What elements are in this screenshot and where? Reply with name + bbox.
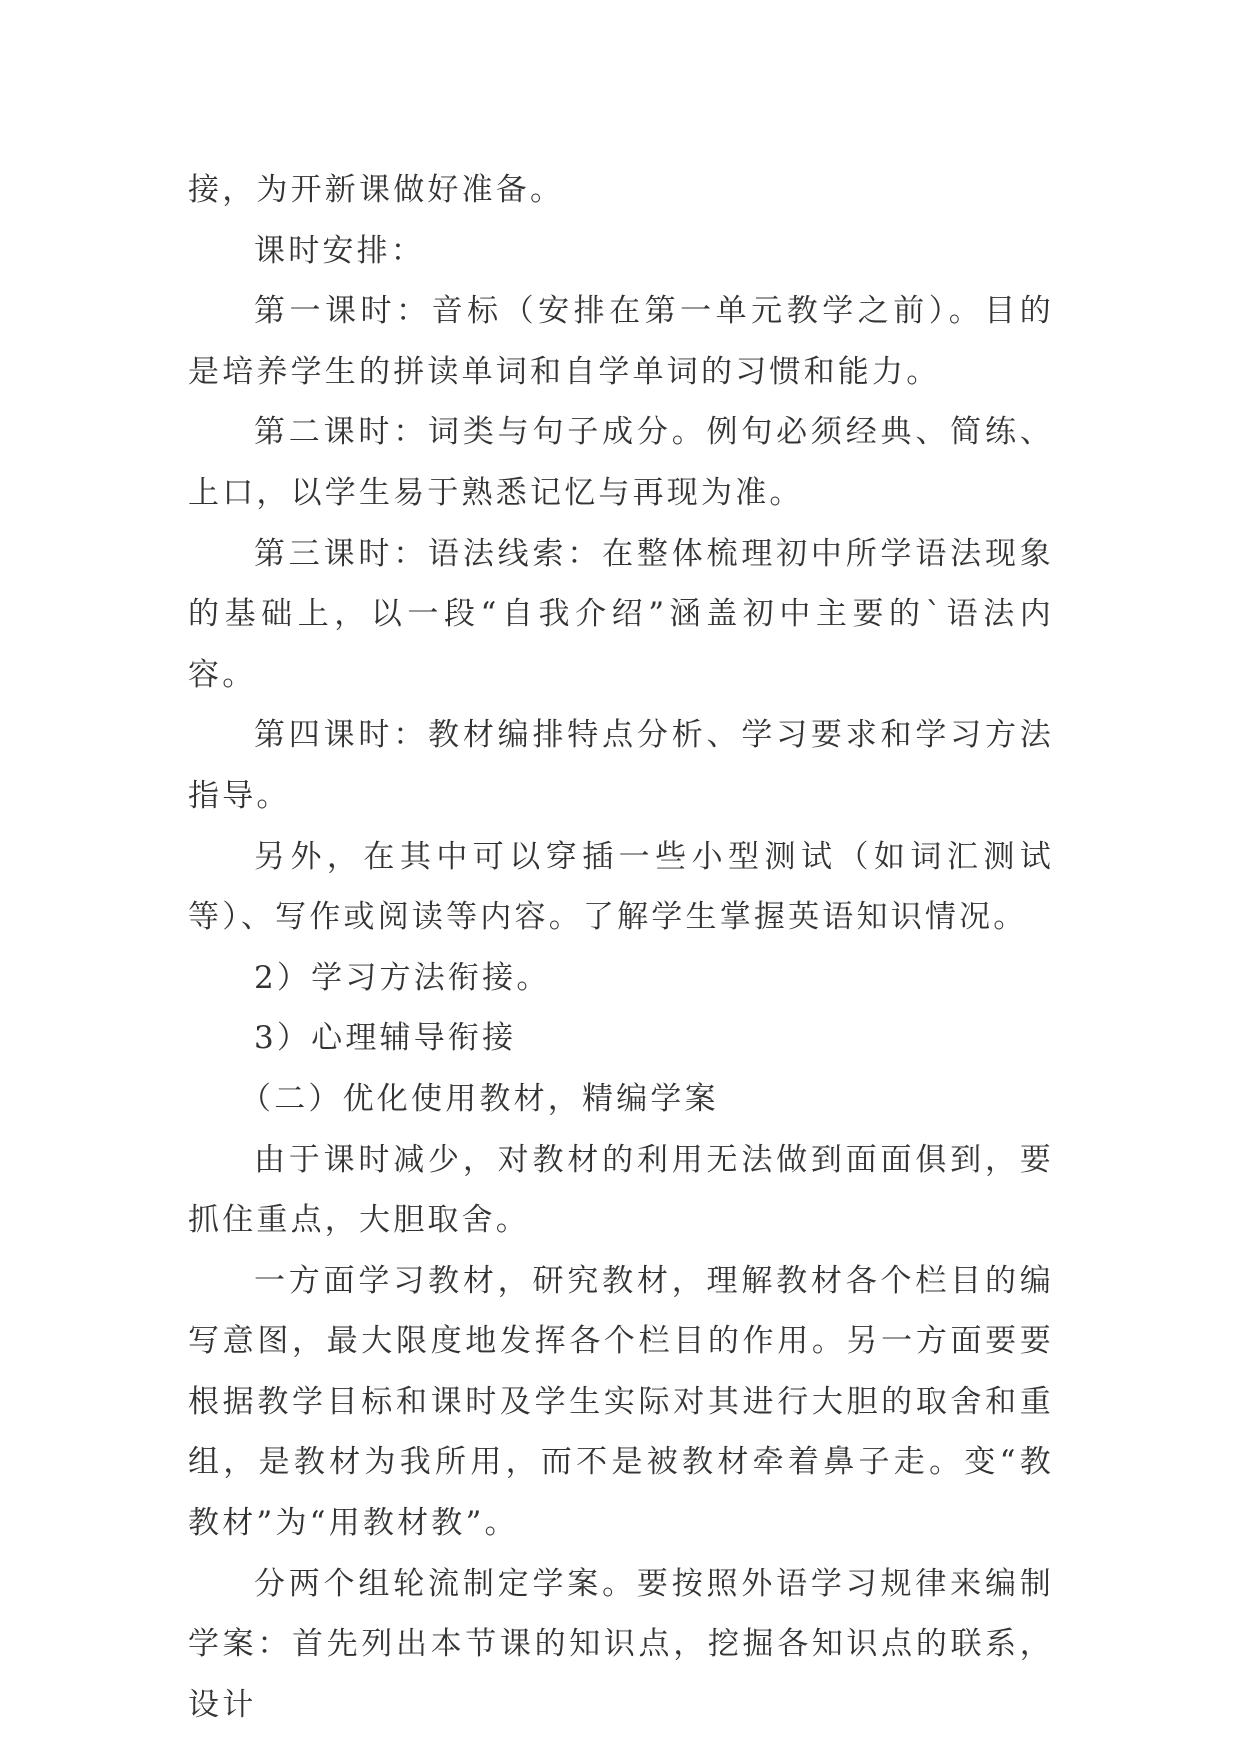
paragraph-item-2: 2）学习方法衔接。 bbox=[254, 959, 551, 996]
paragraph-reduce-hours: 由于课时减少，对教材的利用无法做到面面俱到，要抓住重点，大胆取舍。 bbox=[188, 1141, 1054, 1239]
section-heading-2: （二）优化使用教材，精编学案 bbox=[240, 1080, 719, 1117]
paragraph-learning-plan: 分两个组轮流制定学案。要按照外语学习规律来编制学案：首先列出本节课的知识点，挖掘各知识点的联系，设计 bbox=[188, 1565, 1054, 1723]
paragraph-study-materials: 一方面学习教材，研究教材，理解教材各个栏目的编写意图，最大限度地发挥各个栏目的作用。另一方面要要根据教学目标和课时及学生实际对其进行大胆的取舍和重组，是教材为我所用，而不是被教材牵着鼻子走。变“教教材”为“用教材教”。 bbox=[188, 1262, 1054, 1542]
body-text bbox=[188, 160, 1054, 1735]
paragraph-lesson-2: 第二课时：词类与句子成分。例句必须经典、简练、上口，以学生易于熟悉记忆与再现为准。 bbox=[188, 414, 1054, 511]
paragraph-lesson-3: 第三课时：语法线索：在整体梳理初中所学语法现象的基础上，以一段“自我介绍”涵盖初中主要的`语法内容。 bbox=[188, 535, 1054, 693]
paragraph-additional: 另外，在其中可以穿插一些小型测试（如词汇测试等）、写作或阅读等内容。了解学生掌握英语知识情况。 bbox=[188, 838, 1054, 936]
paragraph-item-3: 3）心理辅导衔接 bbox=[254, 1020, 517, 1057]
paragraph-schedule-heading: 课时安排： bbox=[254, 232, 425, 269]
paragraph-lesson-4: 第四课时：教材编排特点分析、学习要求和学习方法指导。 bbox=[188, 717, 1054, 814]
paragraph-continuation: 接，为开新课做好准备。 bbox=[188, 172, 565, 208]
paragraph-lesson-1: 第一课时：音标（安排在第一单元教学之前）。目的是培养学生的拼读单词和自学单词的习惯和能力。 bbox=[188, 293, 1054, 390]
